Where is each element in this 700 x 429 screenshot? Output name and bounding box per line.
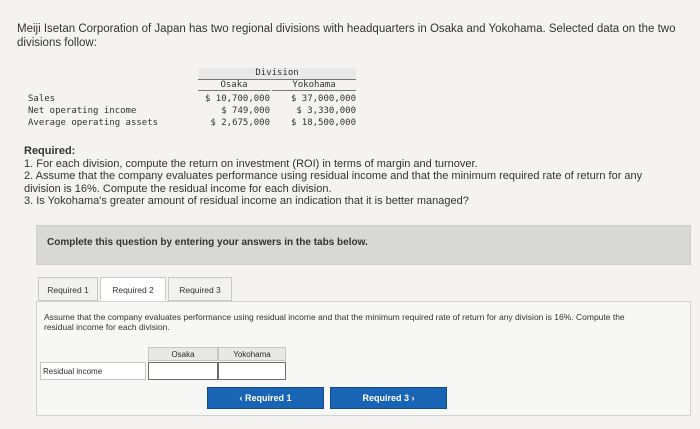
required-section — [24, 145, 674, 208]
row-label-net-operating-income: Net operating income — [28, 106, 137, 116]
division-header: Division — [198, 68, 356, 80]
chevron-left-icon: ‹ — [239, 393, 243, 403]
tab-required-1[interactable]: Required 1 — [38, 277, 98, 301]
tab-required-3[interactable]: Required 3 — [168, 277, 232, 301]
problem-intro: Meiji Isetan Corporation of Japan has two regional divisions with headquarters in Osaka and Yokohama. Selected data on the two divisions follow: — [17, 23, 676, 49]
cell-assets-yokohama: $ 18,500,000 — [290, 118, 356, 128]
answer-col-osaka: Osaka — [148, 347, 218, 361]
cell-noi-osaka: $ 749,000 — [221, 106, 270, 116]
residual-income-label: Residual income — [40, 362, 146, 380]
answer-col-yokohama: Yokohama — [218, 347, 286, 361]
tab-required-2[interactable]: Required 2 — [100, 277, 166, 301]
col-header-yokohama: Yokohama — [272, 80, 356, 91]
col-header-osaka: Osaka — [198, 80, 270, 91]
required-item-2: 2. Assume that the company evaluates performance using residual income and that the minimum required rate of return for any division is 16%. Compute the residual income for each division. — [24, 170, 643, 195]
cell-assets-osaka: $ 2,675,000 — [210, 118, 270, 128]
required-item-1: 1. For each division, compute the return on investment (ROI) in terms of margin and turnover. — [24, 157, 478, 170]
panel-instruction: Assume that the company evaluates performance using residual income and that the minimum required rate of return for any division is 16%. Compute the residual income for each division. — [44, 312, 625, 332]
required-title: Required: — [24, 145, 76, 157]
residual-income-osaka-input[interactable] — [148, 362, 218, 380]
cell-sales-yokohama: $ 37,000,000 — [290, 94, 356, 104]
row-label-sales: Sales — [28, 94, 56, 104]
chevron-right-icon: › — [411, 393, 415, 403]
next-required-button[interactable] — [330, 387, 447, 409]
next-button-label: Required 3 — [362, 393, 409, 403]
prev-button-label: Required 1 — [245, 393, 292, 403]
row-label-average-operating-assets: Average operating assets — [28, 118, 159, 128]
cell-sales-osaka: $ 10,700,000 — [204, 94, 270, 104]
required-item-3: 3. Is Yokohama's greater amount of residual income an indication that it is better managed? — [24, 195, 469, 208]
prev-required-button[interactable] — [207, 387, 324, 409]
instructions-text: Complete this question by entering your answers in the tabs below. — [47, 237, 368, 248]
cell-noi-yokohama: $ 3,330,000 — [296, 106, 356, 116]
instructions-bar — [36, 225, 691, 265]
residual-income-yokohama-input[interactable] — [218, 362, 286, 380]
